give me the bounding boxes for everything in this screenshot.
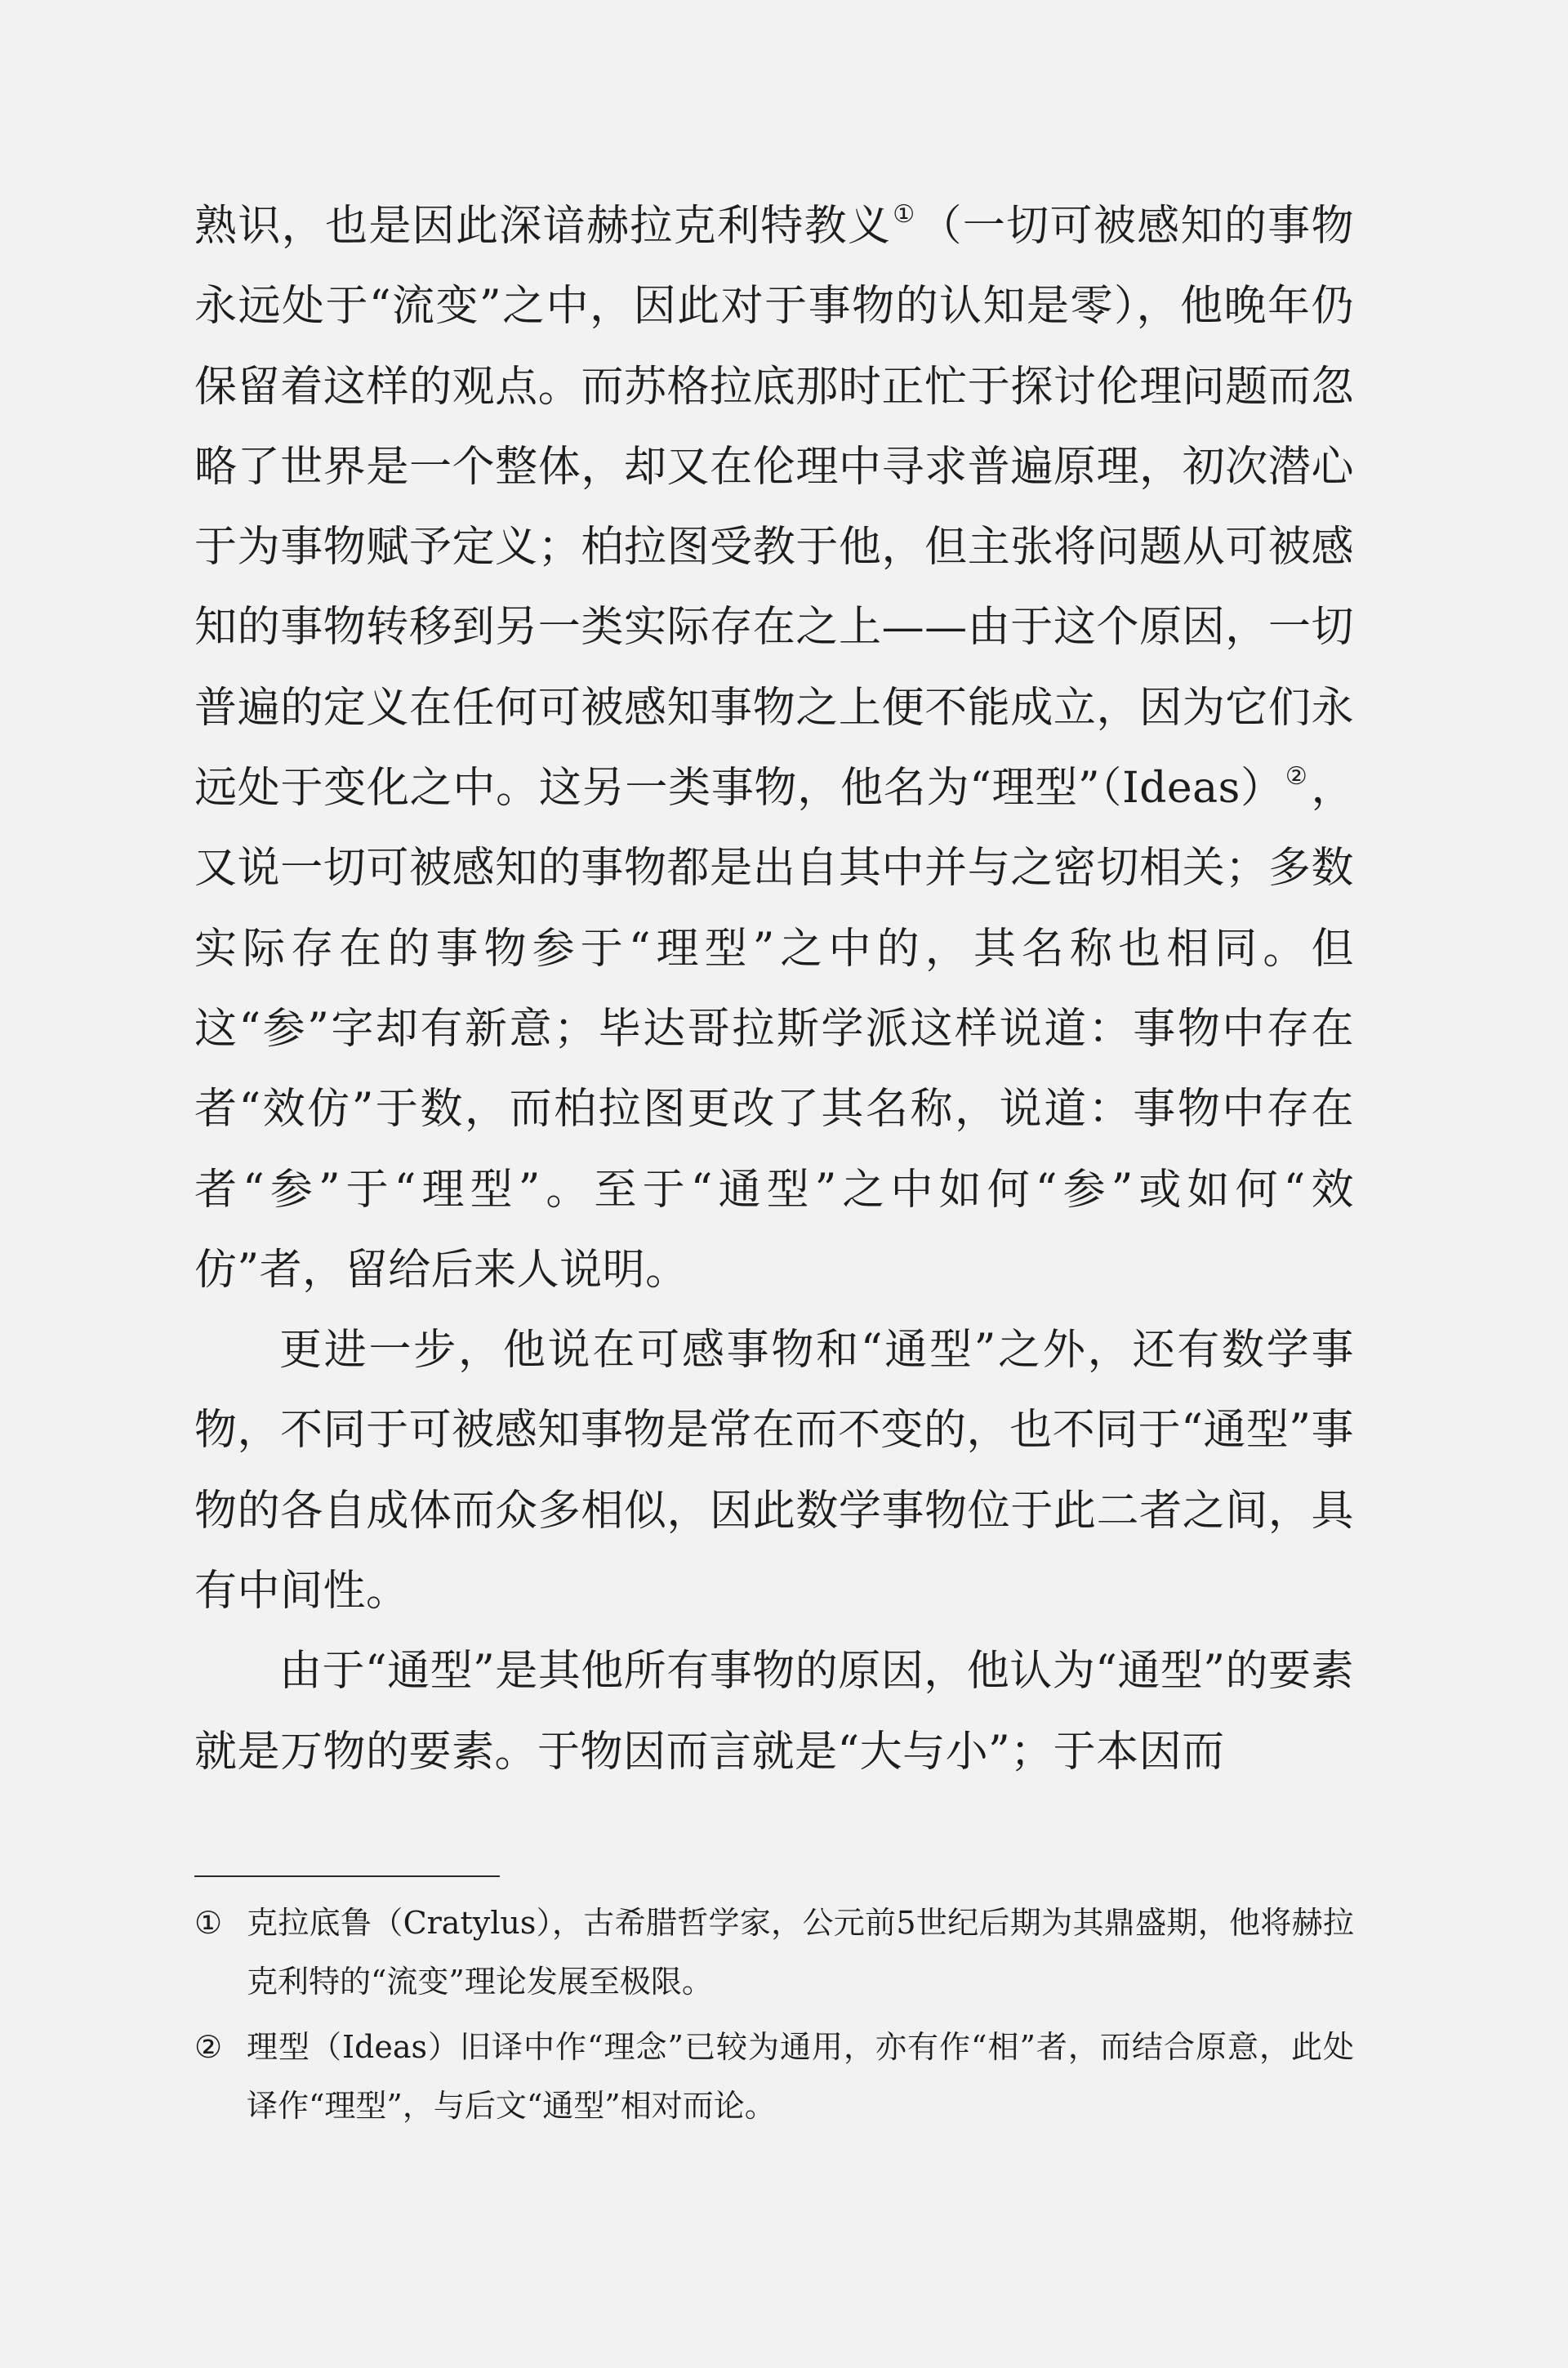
footnotes (194, 1893, 1354, 2135)
footnote-1-marker: ① (194, 1905, 223, 1941)
footnote-divider (194, 1875, 500, 1877)
footnote-2-text: 理型（Ideas）旧译中作“理念”已较为通用，亦有作“相”者，而结合原意，此处译作“理型”，与后文“通型”相对而论。 (247, 2029, 1354, 2124)
paragraph-1-text-a: 熟识，也是因此深谙赫拉克利特教义 (194, 202, 892, 251)
paragraph-2: 更进一步，他说在可感事物和“通型”之外，还有数学事物，不同于可被感知事物是常在而不变的，也不同于“通型”事物的各自成体而众多相似，因此数学事物位于此二者之间，具有中间性。 (194, 1326, 1354, 1617)
footnote-ref-1[interactable]: ① (893, 200, 916, 229)
body-text (194, 186, 1354, 1792)
footnote-2-marker: ② (194, 2029, 223, 2065)
footnote-2 (194, 2018, 1354, 2135)
paragraph-3: 由于“通型”是其他所有事物的原因，他认为“通型”的要素就是万物的要素。于物因而言就是“大与小”；于本因而 (194, 1647, 1354, 1777)
paragraph-1-text-b: （一切可被感知的事物永远处于“流变”之中，因此对于事物的认知是零），他晚年仍保留着这样的观点。而苏格拉底那时正忙于探讨伦理问题而忽略了世界是一个整体，却又在伦理中寻求普遍原理，初次潜心于为事物赋予定义；柏拉图受教于他，但主张将问题从可被感知的事物转移到另一类实际存在之上——由于这个原因，一切普遍的定义在任何可被感知事物之上便不能成立，因为它们永远处于变化之中。这另一类事物，他名为“理型”（Ideas） (194, 202, 1354, 814)
footnote-1-text: 克拉底鲁（Cratylus），古希腊哲学家，公元前5世纪后期为其鼎盛期，他将赫拉克利特的“流变”理论发展至极限。 (247, 1905, 1354, 2000)
paragraph-1 (194, 186, 1354, 1310)
paragraph-1-text-c: ，又说一切可被感知的事物都是出自其中并与之密切相关；多数实际存在的事物参于“理型”之中的，其名称也相同。但这“参”字却有新意；毕达哥拉斯学派这样说道：事物中存在者“效仿”于数，而柏拉图更改了其名称，说道：事物中存在者“参”于“理型”。至于“通型”之中如何“参”或如何“效仿”者，留给后来人说明。 (194, 764, 1354, 1295)
footnote-ref-2[interactable]: ② (1285, 762, 1308, 792)
footnote-1 (194, 1893, 1354, 2011)
